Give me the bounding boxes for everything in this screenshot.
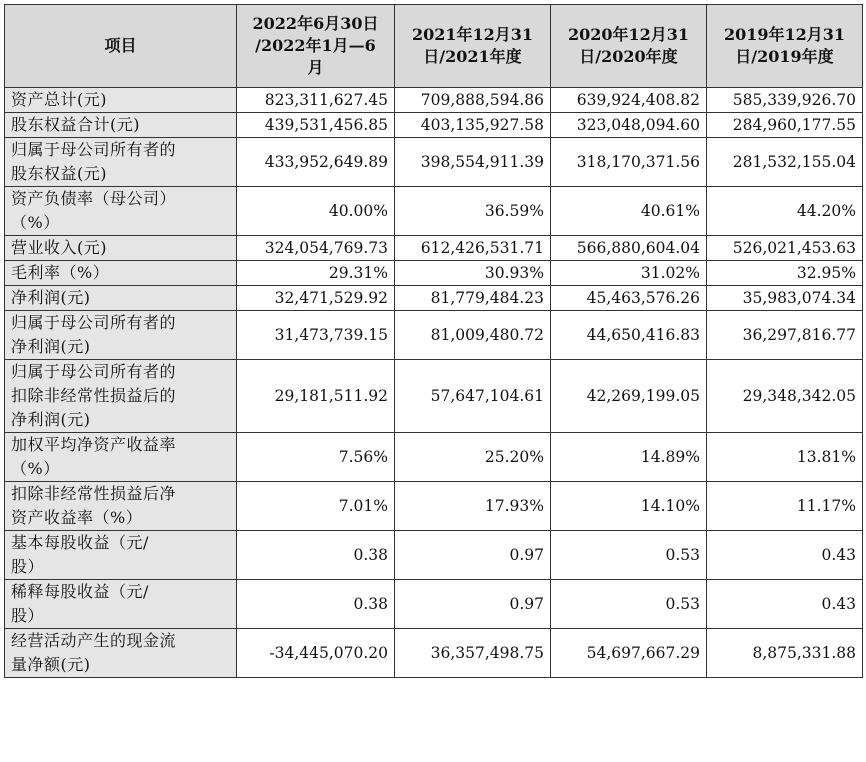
table-row xyxy=(5,88,863,113)
header-2020: 2020年12月31 日/2020年度 xyxy=(551,5,707,88)
table-row xyxy=(5,236,863,261)
value-cell: 14.89% xyxy=(551,433,707,482)
value-cell: 0.53 xyxy=(551,580,707,629)
value-cell: 31,473,739.15 xyxy=(237,311,395,360)
value-cell: 281,532,155.04 xyxy=(707,138,863,187)
value-cell: 318,170,371.56 xyxy=(551,138,707,187)
value-cell: 29,181,511.92 xyxy=(237,360,395,433)
value-cell: 29,348,342.05 xyxy=(707,360,863,433)
value-cell: 11.17% xyxy=(707,482,863,531)
value-cell: 324,054,769.73 xyxy=(237,236,395,261)
value-cell: 0.43 xyxy=(707,580,863,629)
value-cell: 0.43 xyxy=(707,531,863,580)
table-row xyxy=(5,138,863,187)
value-cell: 7.56% xyxy=(237,433,395,482)
table-header-row xyxy=(5,5,863,88)
value-cell: 612,426,531.71 xyxy=(395,236,551,261)
value-cell: 0.38 xyxy=(237,580,395,629)
table-row xyxy=(5,311,863,360)
row-label: 资产总计(元) xyxy=(5,88,237,113)
value-cell: 45,463,576.26 xyxy=(551,286,707,311)
value-cell: 323,048,094.60 xyxy=(551,113,707,138)
row-label: 股东权益合计(元) xyxy=(5,113,237,138)
value-cell: 0.97 xyxy=(395,580,551,629)
financial-data-table xyxy=(4,4,863,678)
row-label: 经营活动产生的现金流 量净额(元) xyxy=(5,629,237,678)
value-cell: 7.01% xyxy=(237,482,395,531)
row-label: 稀释每股收益（元/ 股） xyxy=(5,580,237,629)
value-cell: 30.93% xyxy=(395,261,551,286)
value-cell: 0.53 xyxy=(551,531,707,580)
header-2019: 2019年12月31 日/2019年度 xyxy=(707,5,863,88)
value-cell: 29.31% xyxy=(237,261,395,286)
row-label: 归属于母公司所有者的 扣除非经常性损益后的 净利润(元) xyxy=(5,360,237,433)
value-cell: 57,647,104.61 xyxy=(395,360,551,433)
financial-table-container xyxy=(4,4,863,678)
value-cell: 32,471,529.92 xyxy=(237,286,395,311)
row-label: 净利润(元) xyxy=(5,286,237,311)
value-cell: 585,339,926.70 xyxy=(707,88,863,113)
table-row xyxy=(5,482,863,531)
row-label: 归属于母公司所有者的 股东权益(元) xyxy=(5,138,237,187)
table-row xyxy=(5,113,863,138)
value-cell: 40.00% xyxy=(237,187,395,236)
row-label: 基本每股收益（元/ 股） xyxy=(5,531,237,580)
row-label: 资产负债率（母公司） （%） xyxy=(5,187,237,236)
header-2022h1: 2022年6月30日 /2022年1月—6 月 xyxy=(237,5,395,88)
value-cell: 81,779,484.23 xyxy=(395,286,551,311)
value-cell: 44,650,416.83 xyxy=(551,311,707,360)
table-row xyxy=(5,531,863,580)
value-cell: 36,357,498.75 xyxy=(395,629,551,678)
value-cell: 32.95% xyxy=(707,261,863,286)
header-item: 项目 xyxy=(5,5,237,88)
value-cell: 0.38 xyxy=(237,531,395,580)
value-cell: 14.10% xyxy=(551,482,707,531)
value-cell: 709,888,594.86 xyxy=(395,88,551,113)
value-cell: 81,009,480.72 xyxy=(395,311,551,360)
value-cell: 31.02% xyxy=(551,261,707,286)
value-cell: -34,445,070.20 xyxy=(237,629,395,678)
value-cell: 17.93% xyxy=(395,482,551,531)
value-cell: 54,697,667.29 xyxy=(551,629,707,678)
value-cell: 0.97 xyxy=(395,531,551,580)
table-row xyxy=(5,286,863,311)
value-cell: 433,952,649.89 xyxy=(237,138,395,187)
value-cell: 35,983,074.34 xyxy=(707,286,863,311)
table-row xyxy=(5,360,863,433)
value-cell: 42,269,199.05 xyxy=(551,360,707,433)
row-label: 加权平均净资产收益率 （%） xyxy=(5,433,237,482)
table-row xyxy=(5,629,863,678)
value-cell: 40.61% xyxy=(551,187,707,236)
row-label: 归属于母公司所有者的 净利润(元) xyxy=(5,311,237,360)
value-cell: 639,924,408.82 xyxy=(551,88,707,113)
value-cell: 403,135,927.58 xyxy=(395,113,551,138)
value-cell: 36.59% xyxy=(395,187,551,236)
value-cell: 44.20% xyxy=(707,187,863,236)
table-row xyxy=(5,261,863,286)
value-cell: 36,297,816.77 xyxy=(707,311,863,360)
value-cell: 439,531,456.85 xyxy=(237,113,395,138)
value-cell: 25.20% xyxy=(395,433,551,482)
row-label: 扣除非经常性损益后净 资产收益率（%） xyxy=(5,482,237,531)
value-cell: 8,875,331.88 xyxy=(707,629,863,678)
value-cell: 566,880,604.04 xyxy=(551,236,707,261)
table-row xyxy=(5,187,863,236)
value-cell: 13.81% xyxy=(707,433,863,482)
value-cell: 284,960,177.55 xyxy=(707,113,863,138)
value-cell: 823,311,627.45 xyxy=(237,88,395,113)
value-cell: 398,554,911.39 xyxy=(395,138,551,187)
row-label: 毛利率（%） xyxy=(5,261,237,286)
header-2021: 2021年12月31 日/2021年度 xyxy=(395,5,551,88)
table-row xyxy=(5,433,863,482)
value-cell: 526,021,453.63 xyxy=(707,236,863,261)
table-row xyxy=(5,580,863,629)
row-label: 营业收入(元) xyxy=(5,236,237,261)
